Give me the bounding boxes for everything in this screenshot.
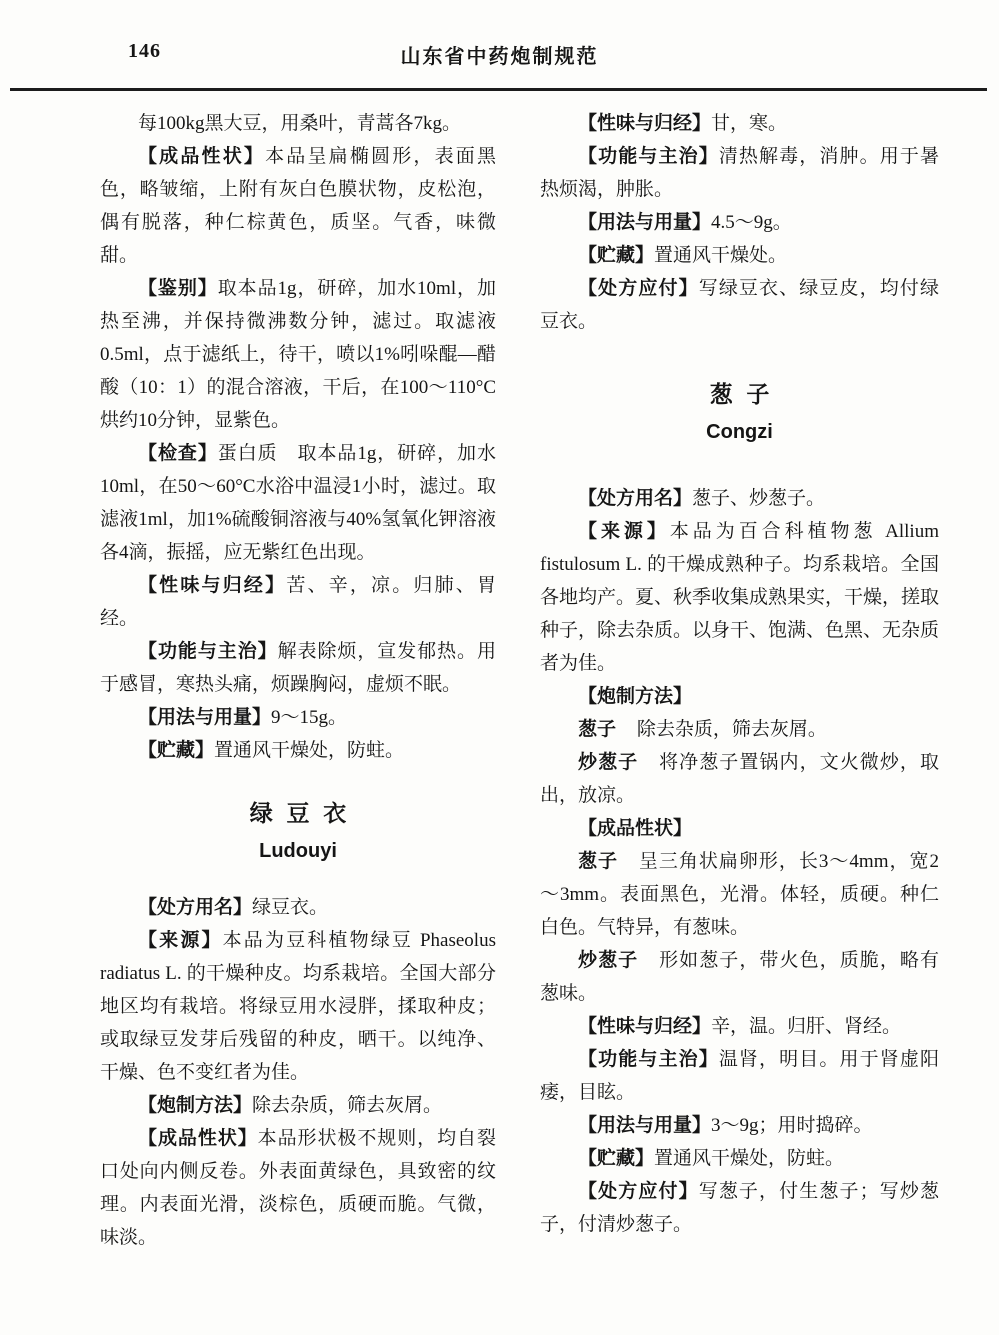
- paragraph: [540, 1142, 939, 1175]
- section-label: 【性味与归经】: [578, 1016, 712, 1037]
- section-label: 葱子: [578, 851, 619, 872]
- section-label: 【用法与用量】: [578, 1115, 712, 1136]
- section-label: 【来源】: [578, 521, 670, 542]
- page-header: [0, 0, 999, 80]
- section-text: 置通风干燥处，防蛀。: [214, 740, 405, 761]
- paragraph: [540, 812, 939, 845]
- section-label: 【处方用名】: [138, 897, 253, 918]
- section-label: 【贮藏】: [138, 740, 215, 761]
- column-right: [540, 107, 939, 1254]
- paragraph: [540, 107, 939, 140]
- section-label: 【性味与归经】: [138, 575, 287, 596]
- section-label: 【用法与用量】: [578, 212, 712, 233]
- section-text: 本品形状极不规则，均自裂口处向内侧反卷。外表面黄绿色，具致密的纹理。内表面光滑，淡棕色，质硬而脆。气微，味淡。: [100, 1128, 496, 1248]
- section-label: 【用法与用量】: [138, 707, 272, 728]
- section-text: 蛋白质 取本品1g，研碎，加水10ml，在50～60°C水浴中温浸1小时，滤过。取滤液1ml，加1%硫酸铜溶液与40%氢氧化钾溶液各4滴，振摇，应无紫红色出现。: [100, 443, 496, 563]
- article-heading-congzi: [540, 378, 939, 448]
- article-title: 绿豆衣: [249, 801, 361, 826]
- section-text: 清热解毒，消肿。用于暑热烦渴，肿胀。: [540, 146, 939, 200]
- section-text: 本品呈扁椭圆形，表面黑色，略皱缩，上附有灰白色膜状物，皮松泡，偶有脱落，种仁棕黄色，质坚。气香，味微甜。: [100, 146, 496, 266]
- text-columns: [0, 91, 999, 1254]
- section-text: 将净葱子置锅内，文火微炒，取出，放凉。: [540, 752, 939, 806]
- section-label: 【炮制方法】: [578, 686, 693, 707]
- paragraph: [540, 515, 939, 680]
- section-label: 【成品性状】: [578, 818, 693, 839]
- section-text: 写绿豆衣、绿豆皮，均付绿豆衣。: [540, 278, 939, 332]
- paragraph: [540, 746, 939, 812]
- paragraph: [100, 272, 496, 437]
- section-text: 葱子、炒葱子。: [692, 488, 826, 509]
- page-number: 146: [128, 40, 161, 62]
- paragraph: [540, 239, 939, 272]
- article-title: 葱子: [709, 382, 784, 407]
- section-label: 【处方应付】: [578, 278, 699, 299]
- section-label: 葱子: [578, 719, 617, 740]
- section-text: 除去杂质，筛去灰屑。: [636, 719, 827, 740]
- section-text: 4.5～9g。: [711, 212, 792, 233]
- section-label: 【炮制方法】: [138, 1095, 253, 1116]
- section-label: 【来源】: [138, 930, 223, 951]
- paragraph: [540, 944, 939, 1010]
- paragraph: [540, 1043, 939, 1109]
- section-text: 取本品1g，研碎，加水10ml，加热至沸，并保持微沸数分钟，滤过。取滤液0.5ml，点于滤纸上，待干，喷以1%吲哚醌—醋酸（10：1）的混合溶液，干后，在100～110°C烘约10分钟，显紫色。: [100, 278, 496, 431]
- section-text: 置通风干燥处，防蛀。: [654, 1148, 845, 1169]
- section-text: 形如葱子，带火色，质脆，略有葱味。: [540, 950, 939, 1004]
- paragraph: [540, 272, 939, 338]
- header-title: 山东省中药炮制规范: [400, 46, 599, 68]
- article-pinyin: Ludouyi: [259, 840, 337, 862]
- section-text: 写葱子，付生葱子；写炒葱子，付清炒葱子。: [540, 1181, 939, 1235]
- section-text: 除去杂质，筛去灰屑。: [252, 1095, 443, 1116]
- paragraph: [540, 1175, 939, 1241]
- section-label: 【贮藏】: [578, 1148, 655, 1169]
- column-left: [100, 107, 496, 1254]
- section-label: 炒葱子: [578, 752, 639, 773]
- section-text: 置通风干燥处。: [654, 245, 788, 266]
- paragraph: [100, 1089, 496, 1122]
- paragraph: [540, 206, 939, 239]
- paragraph: [100, 734, 496, 767]
- section-text: 呈三角状扁卵形，长3～4mm，宽2～3mm。表面黑色，光滑。体轻，质硬。种仁白色。气特异，有葱味。: [540, 851, 939, 938]
- paragraph: [100, 924, 496, 1089]
- section-label: 【处方应付】: [578, 1181, 699, 1202]
- section-label: 【鉴别】: [138, 278, 218, 299]
- section-label: 【功能与主治】: [578, 146, 719, 167]
- paragraph: [540, 680, 939, 713]
- paragraph: [100, 1122, 496, 1254]
- paragraph: [540, 1109, 939, 1142]
- paragraph: [540, 140, 939, 206]
- paragraph: [100, 140, 496, 272]
- article-pinyin: Congzi: [706, 421, 773, 443]
- section-text: 辛，温。归肝、肾经。: [711, 1016, 902, 1037]
- section-text: 3～9g；用时捣碎。: [711, 1115, 873, 1136]
- section-text: 本品为百合科植物葱 Allium fistulosum L. 的干燥成熟种子。均系栽培。全国各地均产。夏、秋季收集成熟果实，干燥，搓取种子，除去杂质。以身干、饱满、色黑、无杂质者为佳。: [540, 521, 940, 674]
- section-text: 本品为豆科植物绿豆 Phaseolus radiatus L. 的干燥种皮。均系栽培。全国大部分地区均有栽培。将绿豆用水浸胖，揉取种皮；或取绿豆发芽后残留的种皮，晒干。以纯净、干燥、色不变红者为佳。: [100, 930, 496, 1083]
- paragraph: [540, 482, 939, 515]
- section-text: 绿豆衣。: [252, 897, 329, 918]
- paragraph: [100, 701, 496, 734]
- section-label: 炒葱子: [578, 950, 639, 971]
- section-text: 温肾，明目。用于肾虚阳痿，目眩。: [540, 1049, 939, 1103]
- paragraph: [540, 1010, 939, 1043]
- section-text: 苦、辛，凉。归肺、胃经。: [100, 575, 496, 629]
- section-text: 解表除烦，宣发郁热。用于感冒，寒热头痛，烦躁胸闷，虚烦不眠。: [100, 641, 496, 695]
- paragraph: [100, 107, 496, 140]
- paragraph: [540, 845, 939, 944]
- section-text: 每100kg黑大豆，用桑叶，青蒿各7kg。: [138, 113, 462, 134]
- section-label: 【处方用名】: [578, 488, 693, 509]
- paragraph: [540, 713, 939, 746]
- paragraph: [100, 891, 496, 924]
- paragraph: [100, 437, 496, 569]
- section-text: 甘，寒。: [711, 113, 788, 134]
- section-label: 【功能与主治】: [138, 641, 278, 662]
- article-heading-ludouyi: [100, 797, 496, 867]
- paragraph: [100, 635, 496, 701]
- section-label: 【检查】: [138, 443, 218, 464]
- section-label: 【性味与归经】: [578, 113, 712, 134]
- section-label: 【成品性状】: [138, 146, 266, 167]
- section-label: 【功能与主治】: [578, 1049, 719, 1070]
- section-label: 【贮藏】: [578, 245, 655, 266]
- section-text: 9～15g。: [271, 707, 348, 728]
- section-label: 【成品性状】: [138, 1128, 258, 1149]
- paragraph: [100, 569, 496, 635]
